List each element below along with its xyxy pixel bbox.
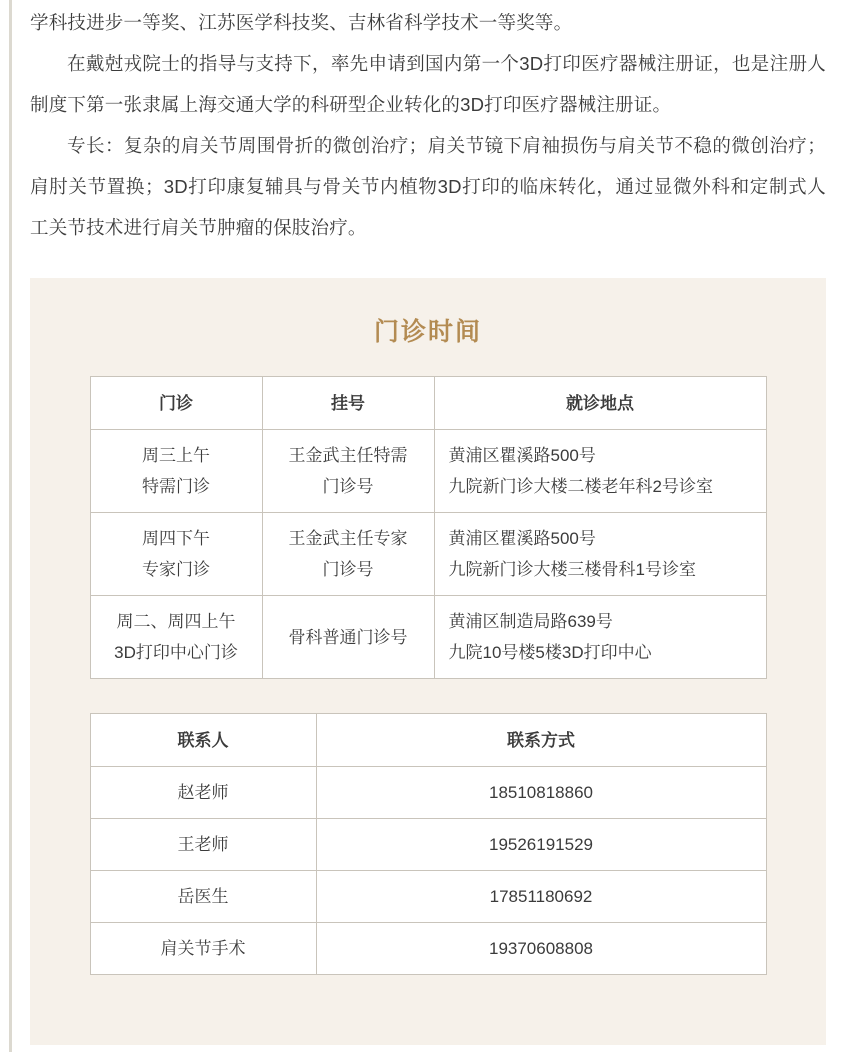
cell-register [262,513,434,596]
register-line-2: 门诊号 [322,560,374,579]
clinic-day: 周二、周四上午 [116,612,236,631]
clinic-type: 专家门诊 [142,560,210,579]
column-header-clinic: 门诊 [90,377,262,430]
paragraph-1: 学科技进步一等奖、江苏医学科技奖、吉林省科学技术一等奖等。 [30,12,573,33]
cell-contact-phone: 18510818860 [316,767,766,819]
register-line-1: 王金武主任专家 [288,529,408,548]
table-row [90,767,766,819]
panel-bottom-padding [30,975,826,1011]
location-line-2: 九院10号楼5楼3D打印中心 [448,643,652,662]
paragraph-3: 专长：复杂的肩关节周围骨折的微创治疗；肩关节镜下肩袖损伤与肩关节不稳的微创治疗；肩肘关节置换；3D打印康复辅具与骨关节内植物3D打印的临床转化，通过显微外科和定制式人工关节技术进行肩关节肿瘤的保肢治疗。 [30,135,826,238]
location-line-1: 黄浦区制造局路639号 [448,612,613,631]
clinic-day: 周三上午 [142,446,210,465]
table-row [90,819,766,871]
column-header-location: 就诊地点 [434,377,766,430]
table-header-row [90,377,766,430]
clinic-day: 周四下午 [142,529,210,548]
table-row [90,513,766,596]
column-header-contact-phone: 联系方式 [316,714,766,767]
column-header-contact-name: 联系人 [90,714,316,767]
register-line-1: 王金武主任特需 [288,446,408,465]
table-row [90,596,766,679]
cell-clinic [90,430,262,513]
cell-contact-name: 岳医生 [90,871,316,923]
location-line-2: 九院新门诊大楼二楼老年科2号诊室 [448,477,713,496]
cell-register [262,596,434,679]
paragraph-2: 在戴尅戎院士的指导与支持下，率先申请到国内第一个3D打印医疗器械注册证，也是注册人制度下第一张隶属上海交通大学的科研型企业转化的3D打印医疗器械注册证。 [30,53,826,115]
cell-location [434,513,766,596]
clinic-schedule-table [90,376,767,679]
register-line-1: 骨科普通门诊号 [288,627,408,647]
table-row [90,923,766,975]
cell-contact-name: 赵老师 [90,767,316,819]
register-line-2: 门诊号 [322,477,374,496]
clinic-schedule-panel [30,278,826,1045]
cell-contact-phone: 19526191529 [316,819,766,871]
cell-register [262,430,434,513]
left-accent-rule [9,0,12,1052]
cell-contact-phone: 19370608808 [316,923,766,975]
clinic-type: 3D打印中心门诊 [114,643,238,662]
cell-clinic [90,513,262,596]
location-line-1: 黄浦区瞿溪路500号 [448,529,596,548]
contact-section [30,713,826,975]
location-line-1: 黄浦区瞿溪路500号 [448,446,596,465]
cell-contact-name: 肩关节手术 [90,923,316,975]
cell-contact-name: 王老师 [90,819,316,871]
clinic-schedule-title: 门诊时间 [373,318,482,346]
clinic-type: 特需门诊 [142,477,210,496]
table-row [90,871,766,923]
location-line-2: 九院新门诊大楼三楼骨科1号诊室 [448,560,696,579]
cell-clinic [90,596,262,679]
table-row [90,430,766,513]
column-header-register: 挂号 [262,377,434,430]
table-header-row [90,714,766,767]
contact-table [90,713,767,975]
cell-location [434,430,766,513]
cell-location [434,596,766,679]
cell-contact-phone: 17851180692 [316,871,766,923]
